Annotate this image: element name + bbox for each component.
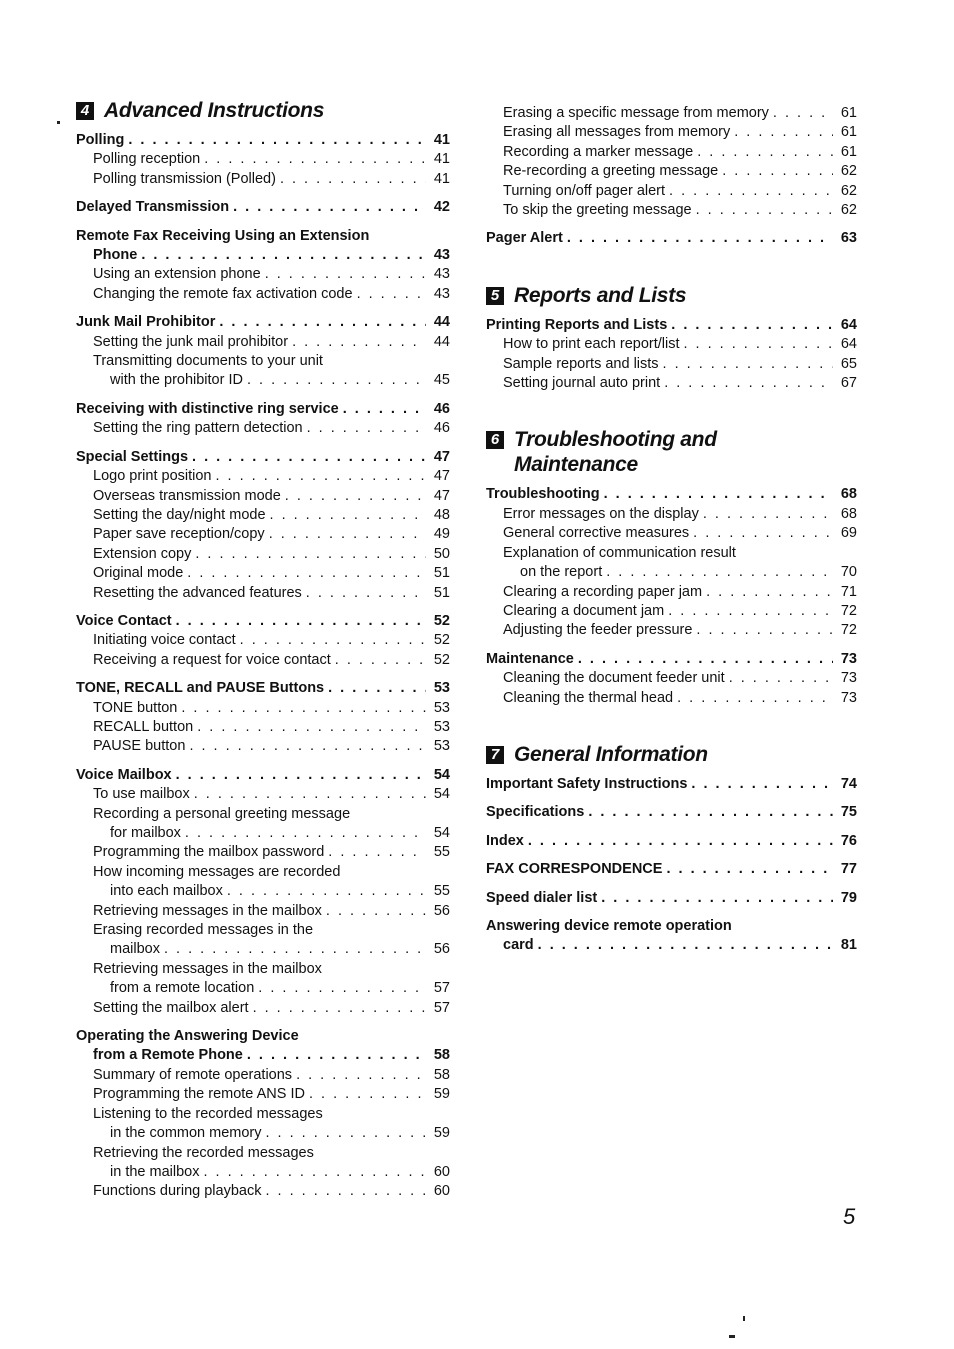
toc-entry[interactable]: Receiving a request for voice contact . . . 52 xyxy=(76,651,450,670)
toc-entry[interactable]: Extension copy . . . 50 xyxy=(76,545,450,564)
toc-left-column xyxy=(76,98,450,1202)
toc-entry[interactable]: mailbox . . . 56 xyxy=(76,940,450,959)
toc-entry[interactable]: Initiating voice contact . . . 52 xyxy=(76,631,450,650)
toc-entry-line[interactable]: Recording a personal greeting message xyxy=(93,805,351,822)
toc-entry[interactable]: from a Remote Phone . . . 58 xyxy=(76,1046,450,1065)
toc-entry[interactable]: Erasing all messages from memory . . . 61 xyxy=(486,123,857,142)
section-number-badge: 6 xyxy=(486,431,504,449)
toc-entry[interactable]: Voice Mailbox . . . 54 xyxy=(76,766,450,785)
toc-entry[interactable]: for mailbox . . . 54 xyxy=(76,824,450,843)
toc-entry[interactable]: Setting the day/night mode . . . 48 xyxy=(76,506,450,525)
toc-entry[interactable]: Summary of remote operations . . . 58 xyxy=(76,1066,450,1085)
toc-entry-line[interactable]: Operating the Answering Device xyxy=(76,1028,299,1045)
toc-entry-line[interactable]: Explanation of communication result xyxy=(503,544,736,561)
toc-entry[interactable]: Cleaning the thermal head . . . 73 xyxy=(486,689,857,708)
toc-entry-line[interactable]: How incoming messages are recorded xyxy=(93,863,341,880)
toc-entry[interactable]: Programming the remote ANS ID . . . 59 xyxy=(76,1085,450,1104)
toc-entry[interactable]: Voice Contact . . . 52 xyxy=(76,612,450,631)
toc-entry[interactable]: To skip the greeting message . . . 62 xyxy=(486,201,857,220)
toc-entry[interactable]: Sample reports and lists . . . 65 xyxy=(486,355,857,374)
toc-entry[interactable]: card . . . 81 xyxy=(486,936,857,955)
toc-entry[interactable]: Resetting the advanced features . . . 51 xyxy=(76,584,450,603)
toc-entry-line[interactable]: Remote Fax Receiving Using an Extension xyxy=(76,227,370,244)
page-number: 5 xyxy=(843,1204,856,1229)
scan-speck xyxy=(743,1316,745,1321)
toc-entry[interactable]: Junk Mail Prohibitor . . . 44 xyxy=(76,313,450,332)
toc-entry[interactable]: Setting the mailbox alert . . . 57 xyxy=(76,999,450,1018)
toc-entry[interactable]: on the report . . . 70 xyxy=(486,563,857,582)
toc-entry[interactable]: Special Settings . . . 47 xyxy=(76,448,450,467)
toc-entry[interactable]: TONE, RECALL and PAUSE Buttons . . . 53 xyxy=(76,679,450,698)
toc-entry[interactable]: Troubleshooting . . . 68 xyxy=(486,485,857,504)
toc-entry[interactable]: Overseas transmission mode . . . 47 xyxy=(76,487,450,506)
toc-entry[interactable]: TONE button . . . 53 xyxy=(76,699,450,718)
toc-entry[interactable]: Recording a marker message . . . 61 xyxy=(486,143,857,162)
toc-entry[interactable]: in the mailbox . . . 60 xyxy=(76,1163,450,1182)
toc-entry[interactable]: Setting the junk mail prohibitor . . . 44 xyxy=(76,333,450,352)
toc-entry[interactable]: To use mailbox . . . 54 xyxy=(76,785,450,804)
toc-entry[interactable]: Phone . . . 43 xyxy=(76,246,450,265)
section-title: General Information xyxy=(514,742,708,766)
toc-entry-line[interactable]: Retrieving the recorded messages xyxy=(93,1144,314,1161)
toc-entry-line[interactable]: Answering device remote operation xyxy=(486,917,732,934)
toc-entry[interactable]: Turning on/off pager alert . . . 62 xyxy=(486,182,857,201)
toc-entry[interactable]: Re-recording a greeting message . . . 62 xyxy=(486,162,857,181)
toc-entry[interactable]: Maintenance . . . 73 xyxy=(486,650,857,669)
section-6-heading xyxy=(486,427,857,477)
toc-entry[interactable]: from a remote location . . . 57 xyxy=(76,979,450,998)
toc-entry[interactable]: Erasing a specific message from memory . . . 61 xyxy=(486,104,857,123)
toc-entry[interactable]: Specifications . . . 75 xyxy=(486,803,857,822)
toc-entry[interactable]: Index . . . 76 xyxy=(486,832,857,851)
toc-entry[interactable]: Programming the mailbox password . . . 55 xyxy=(76,843,450,862)
toc-entry[interactable]: Polling transmission (Polled) . . . 41 xyxy=(76,170,450,189)
section-title: Advanced Instructions xyxy=(104,99,325,122)
toc-entry[interactable]: General corrective measures . . . 69 xyxy=(486,524,857,543)
toc-entry[interactable]: Polling . . . 41 xyxy=(76,131,450,150)
toc-entry[interactable]: RECALL button . . . 53 xyxy=(76,718,450,737)
toc-entry[interactable]: Delayed Transmission . . . 42 xyxy=(76,198,450,217)
toc-entry[interactable]: with the prohibitor ID . . . 45 xyxy=(76,371,450,390)
toc-entry-line[interactable]: Listening to the recorded messages xyxy=(93,1105,323,1122)
toc-entry[interactable]: How to print each report/list . . . 64 xyxy=(486,335,857,354)
toc-entry[interactable]: Logo print position . . . 47 xyxy=(76,467,450,486)
section-4-heading xyxy=(76,98,450,123)
toc-entry[interactable]: Paper save reception/copy . . . 49 xyxy=(76,525,450,544)
scan-speck xyxy=(729,1335,735,1338)
toc-entry[interactable]: Receiving with distinctive ring service . . . 46 xyxy=(76,400,450,419)
section-title: Reports and Lists xyxy=(514,283,687,307)
section-7-heading xyxy=(486,742,857,767)
toc-entry[interactable]: FAX CORRESPONDENCE . . . 77 xyxy=(486,860,857,879)
toc-entry[interactable]: Important Safety Instructions . . . 74 xyxy=(486,775,857,794)
toc-entry-line[interactable]: Transmitting documents to your unit xyxy=(93,353,323,370)
toc-entry[interactable]: Printing Reports and Lists . . . 64 xyxy=(486,316,857,335)
toc-entry[interactable]: Clearing a recording paper jam . . . 71 xyxy=(486,583,857,602)
toc-entry[interactable]: PAUSE button . . . 53 xyxy=(76,737,450,756)
section-number-badge: 4 xyxy=(76,102,94,120)
toc-entry[interactable]: Setting the ring pattern detection . . . 46 xyxy=(76,419,450,438)
toc-entry-line[interactable]: Erasing recorded messages in the xyxy=(93,922,314,939)
toc-entry[interactable]: Clearing a document jam . . . 72 xyxy=(486,602,857,621)
section-number-badge: 7 xyxy=(486,746,504,764)
toc-entry[interactable]: into each mailbox . . . 55 xyxy=(76,882,450,901)
toc-entry[interactable]: Polling reception . . . 41 xyxy=(76,150,450,169)
toc-entry[interactable]: Speed dialer list . . . 79 xyxy=(486,889,857,908)
toc-entry[interactable]: Pager Alert . . . 63 xyxy=(486,229,857,248)
toc-entry[interactable]: Changing the remote fax activation code . . . 43 xyxy=(76,285,450,304)
toc-entry-line[interactable]: Retrieving messages in the mailbox xyxy=(93,960,322,977)
toc-entry[interactable]: Setting journal auto print . . . 67 xyxy=(486,374,857,393)
toc-entry[interactable]: Functions during playback . . . 60 xyxy=(76,1182,450,1201)
toc-entry[interactable]: in the common memory . . . 59 xyxy=(76,1124,450,1143)
section-5-heading xyxy=(486,283,857,308)
toc-entry[interactable]: Error messages on the display . . . 68 xyxy=(486,505,857,524)
toc-entry[interactable]: Original mode . . . 51 xyxy=(76,564,450,583)
scan-speck xyxy=(57,121,60,124)
toc-entry[interactable]: Adjusting the feeder pressure . . . 72 xyxy=(486,621,857,640)
section-number-badge: 5 xyxy=(486,287,504,305)
toc-entry[interactable]: Retrieving messages in the mailbox . . . 56 xyxy=(76,902,450,921)
section-title: Troubleshooting and Maintenance xyxy=(514,428,717,477)
toc-entry[interactable]: Using an extension phone . . . 43 xyxy=(76,265,450,284)
toc-entry[interactable]: Cleaning the document feeder unit . . . 73 xyxy=(486,669,857,688)
toc-right-column xyxy=(486,104,857,956)
